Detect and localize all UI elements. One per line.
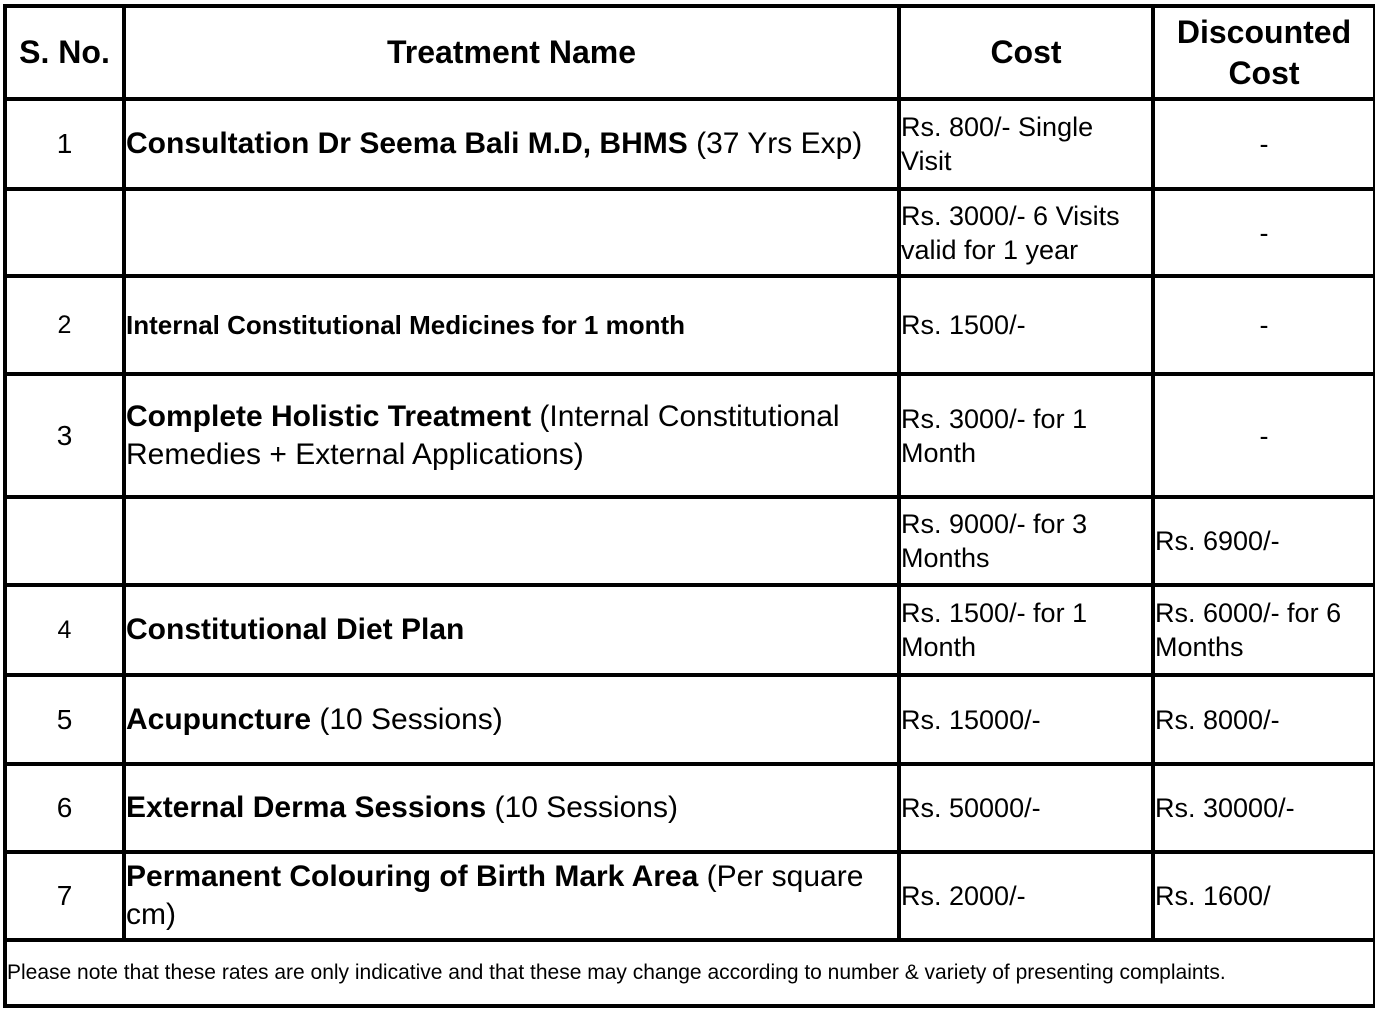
row-discounted-cost: Rs. 1600/: [1153, 852, 1375, 940]
table-row: [5, 852, 1375, 940]
row-cost: Rs. 1500/-: [899, 276, 1153, 374]
table-row: [5, 764, 1375, 852]
table-row: [5, 585, 1375, 675]
row-cost: Rs. 800/- Single Visit: [899, 99, 1153, 189]
price-table: [3, 4, 1375, 1008]
table-row: [5, 276, 1375, 374]
row-sno: 1: [5, 99, 124, 189]
row-discounted-cost: -: [1153, 189, 1375, 276]
row-discounted-cost: -: [1153, 276, 1375, 374]
row-sno: [5, 189, 124, 276]
row-treatment-name: Acupuncture (10 Sessions): [124, 675, 899, 764]
row-cost: Rs. 1500/- for 1 Month: [899, 585, 1153, 675]
row-treatment-name: [124, 497, 899, 585]
row-discounted-cost: Rs. 6900/-: [1153, 497, 1375, 585]
note-row: [5, 940, 1375, 1006]
row-sno: [5, 497, 124, 585]
disclaimer-note: Please note that these rates are only indicative and that these may change according to number & variety of presenting complaints.: [5, 940, 1375, 1006]
row-cost: Rs. 2000/-: [899, 852, 1153, 940]
header-row: [5, 6, 1375, 99]
row-treatment-name: [124, 189, 899, 276]
row-discounted-cost: Rs. 6000/- for 6 Months: [1153, 585, 1375, 675]
row-treatment-name: Permanent Colouring of Birth Mark Area (Per square cm): [124, 852, 899, 940]
table-row: [5, 497, 1375, 585]
table-row: [5, 675, 1375, 764]
row-treatment-name: Complete Holistic Treatment (Internal Constitutional Remedies + External Applications): [124, 374, 899, 497]
row-discounted-cost: Rs. 30000/-: [1153, 764, 1375, 852]
row-cost: Rs. 9000/- for 3 Months: [899, 497, 1153, 585]
header-discounted-cost: Discounted Cost: [1153, 6, 1375, 99]
row-treatment-name: Internal Constitutional Medicines for 1 month: [124, 276, 899, 374]
row-cost: Rs. 3000/- 6 Visits valid for 1 year: [899, 189, 1153, 276]
row-sno: 6: [5, 764, 124, 852]
table-row: [5, 99, 1375, 189]
row-discounted-cost: -: [1153, 99, 1375, 189]
row-treatment-name: Constitutional Diet Plan: [124, 585, 899, 675]
row-treatment-name: Consultation Dr Seema Bali M.D, BHMS (37 Yrs Exp): [124, 99, 899, 189]
row-cost: Rs. 50000/-: [899, 764, 1153, 852]
row-sno: 2: [5, 276, 124, 374]
row-cost: Rs. 15000/-: [899, 675, 1153, 764]
row-discounted-cost: -: [1153, 374, 1375, 497]
table-row: [5, 189, 1375, 276]
row-sno: 7: [5, 852, 124, 940]
header-sno: S. No.: [5, 6, 124, 99]
row-treatment-name: External Derma Sessions (10 Sessions): [124, 764, 899, 852]
row-discounted-cost: Rs. 8000/-: [1153, 675, 1375, 764]
table-row: [5, 374, 1375, 497]
row-cost: Rs. 3000/- for 1 Month: [899, 374, 1153, 497]
row-sno: 4: [5, 585, 124, 675]
header-treatment-name: Treatment Name: [124, 6, 899, 99]
header-cost: Cost: [899, 6, 1153, 99]
row-sno: 5: [5, 675, 124, 764]
row-sno: 3: [5, 374, 124, 497]
